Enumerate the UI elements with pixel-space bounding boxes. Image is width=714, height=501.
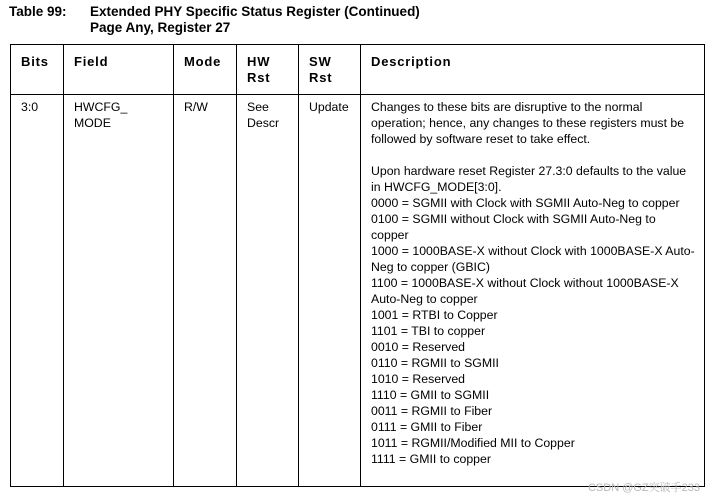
header-sw-rst-line1: SW bbox=[309, 54, 332, 69]
encoding-line: 1110 = GMII to SGMII bbox=[371, 388, 490, 402]
cell-hw-rst-line2: Descr bbox=[247, 116, 280, 130]
header-hw-rst bbox=[237, 45, 299, 95]
encoding-line: 1111 = GMII to copper bbox=[371, 452, 491, 466]
encoding-line: 0110 = RGMII to SGMII bbox=[371, 356, 499, 370]
encoding-line: 1101 = TBI to copper bbox=[371, 324, 486, 338]
encoding-line: 0011 = RGMII to Fiber bbox=[371, 404, 493, 418]
cell-mode: R/W bbox=[174, 95, 237, 487]
description-paragraph-1: Changes to these bits are disruptive to the normal operation; hence, any changes to these registers must be followed by software reset to take effect. bbox=[371, 100, 685, 146]
cell-description bbox=[361, 95, 705, 487]
header-mode: Mode bbox=[174, 45, 237, 95]
encoding-line: 0010 = Reserved bbox=[371, 340, 465, 354]
header-sw-rst bbox=[299, 45, 361, 95]
table-title: Extended PHY Specific Status Register (Continued) bbox=[90, 4, 420, 19]
header-description: Description bbox=[361, 45, 705, 95]
encoding-list bbox=[371, 195, 696, 467]
header-field: Field bbox=[64, 45, 174, 95]
encoding-line: 1001 = RTBI to Copper bbox=[371, 308, 498, 322]
header-hw-rst-line1: HW bbox=[247, 54, 271, 69]
cell-field-line1: HWCFG_ bbox=[74, 100, 128, 114]
encoding-line: 0000 = SGMII with Clock with SGMII Auto-Neg to copper bbox=[371, 196, 680, 210]
encoding-line: 1010 = Reserved bbox=[371, 372, 465, 386]
watermark: CSDN @GZ突破手233 bbox=[587, 482, 700, 494]
cell-bits: 3:0 bbox=[11, 95, 64, 487]
encoding-line: 1100 = 1000BASE-X without Clock without 1000BASE-X Auto-Neg to copper bbox=[371, 276, 679, 306]
encoding-line: 0111 = GMII to Fiber bbox=[371, 420, 483, 434]
header-row bbox=[11, 45, 705, 95]
header-bits: Bits bbox=[11, 45, 64, 95]
header-sw-rst-line2: Rst bbox=[309, 70, 333, 85]
table-number: Table 99: bbox=[9, 4, 67, 19]
cell-field bbox=[64, 95, 174, 487]
cell-hw-rst bbox=[237, 95, 299, 487]
table-row bbox=[11, 95, 705, 487]
header-hw-rst-line2: Rst bbox=[247, 70, 271, 85]
cell-field-line2: MODE bbox=[74, 116, 111, 130]
cell-hw-rst-line1: See bbox=[247, 100, 269, 114]
encoding-line: 0100 = SGMII without Clock with SGMII Auto-Neg to copper bbox=[371, 212, 656, 242]
description-paragraph-2: Upon hardware reset Register 27.3:0 defaults to the value in HWCFG_MODE[3:0]. bbox=[371, 164, 687, 194]
cell-sw-rst: Update bbox=[299, 95, 361, 487]
encoding-line: 1011 = RGMII/Modified MII to Copper bbox=[371, 436, 575, 450]
register-table bbox=[10, 44, 705, 487]
table-subtitle: Page Any, Register 27 bbox=[90, 20, 231, 35]
encoding-line: 1000 = 1000BASE-X without Clock with 1000BASE-X Auto-Neg to copper (GBIC) bbox=[371, 244, 695, 274]
